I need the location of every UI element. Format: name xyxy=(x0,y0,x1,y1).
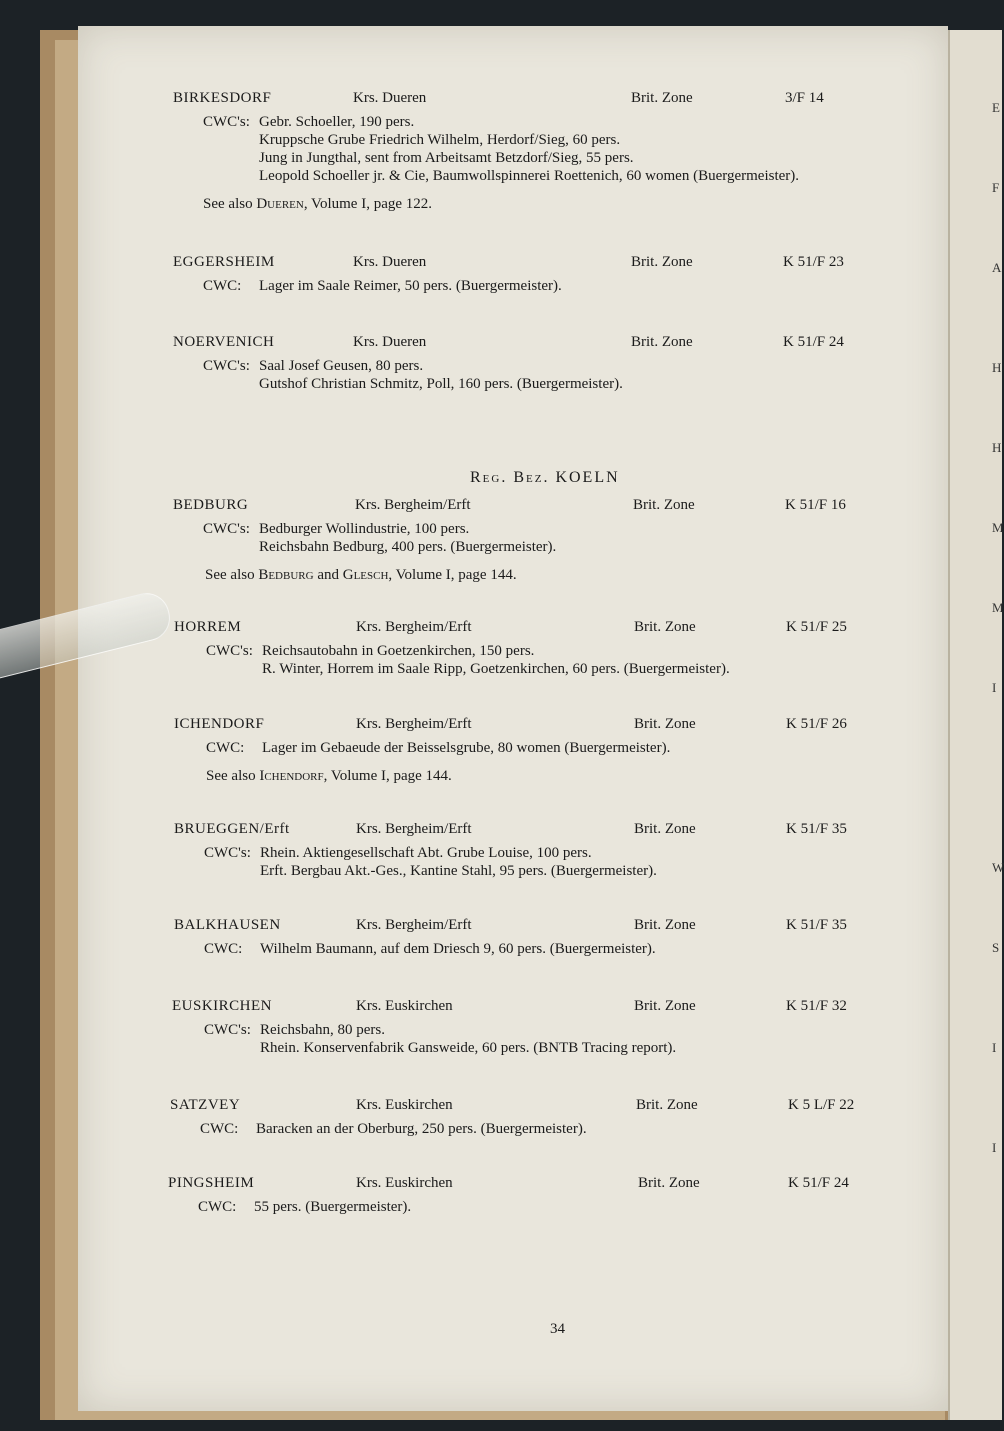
place-name: EGGERSHEIM xyxy=(173,254,275,270)
zone: Brit. Zone xyxy=(633,497,695,513)
facing-page-edge xyxy=(948,30,1002,1420)
district: Krs. Bergheim/Erft xyxy=(356,821,472,837)
page-number: 34 xyxy=(550,1321,565,1337)
reference: K 51/F 35 xyxy=(786,821,847,837)
location-entry xyxy=(172,997,847,1057)
cwc-item: Gutshof Christian Schmitz, Poll, 160 pers. (Buergermeister). xyxy=(259,376,623,392)
zone: Brit. Zone xyxy=(634,619,696,635)
reference: K 51/F 35 xyxy=(786,917,847,933)
location-entry xyxy=(174,820,847,880)
district: Krs. Dueren xyxy=(353,334,427,350)
cwc-label: CWC: xyxy=(204,941,243,957)
reference: K 51/F 24 xyxy=(788,1175,849,1191)
cwc-item: Saal Josef Geusen, 80 pers. xyxy=(259,358,424,374)
cwc-label: CWC's: xyxy=(203,358,250,374)
cwc-item: 55 pers. (Buergermeister). xyxy=(254,1199,412,1215)
document-page xyxy=(78,26,948,1411)
district: Krs. Dueren xyxy=(353,254,427,270)
place-name: BIRKESDORF xyxy=(173,90,272,106)
place-name: BRUEGGEN/Erft xyxy=(174,821,290,837)
reference: K 51/F 26 xyxy=(786,716,847,732)
cwc-label: CWC's: xyxy=(203,114,250,130)
facing-letter: I xyxy=(992,1140,997,1155)
cwc-item: Gebr. Schoeller, 190 pers. xyxy=(259,114,415,130)
place-name: HORREM xyxy=(174,619,242,635)
cwc-label: CWC's: xyxy=(204,845,251,861)
cwc-label: CWC: xyxy=(203,278,242,294)
cwc-label: CWC: xyxy=(206,740,245,756)
facing-letter: I xyxy=(992,680,997,695)
cwc-item: Wilhelm Baumann, auf dem Driesch 9, 60 pers. (Buergermeister). xyxy=(260,941,656,957)
facing-letter: S xyxy=(992,940,1000,955)
cwc-item: Bedburger Wollindustrie, 100 pers. xyxy=(259,521,470,537)
zone: Brit. Zone xyxy=(634,998,696,1014)
district: Krs. Euskirchen xyxy=(356,1097,453,1113)
location-entry xyxy=(170,1096,855,1138)
facing-letter: A xyxy=(992,260,1002,275)
reference: K 51/F 23 xyxy=(783,254,844,270)
location-entry xyxy=(173,253,844,295)
cwc-label: CWC's: xyxy=(206,643,253,659)
place-name: EUSKIRCHEN xyxy=(172,998,273,1014)
zone: Brit. Zone xyxy=(631,254,693,270)
zone: Brit. Zone xyxy=(636,1097,698,1113)
place-name: SATZVEY xyxy=(170,1097,241,1113)
place-name: ICHENDORF xyxy=(174,716,265,732)
see-also: See also Dueren, Volume I, page 122. xyxy=(203,196,433,212)
cwc-label: CWC: xyxy=(198,1199,237,1215)
cwc-label: CWC's: xyxy=(203,521,250,537)
cwc-item: R. Winter, Horrem im Saale Ripp, Goetzenkirchen, 60 pers. (Buergermeister). xyxy=(262,661,730,677)
facing-letter: H xyxy=(992,440,1002,455)
cwc-item: Reichsbahn Bedburg, 400 pers. (Buergermeister). xyxy=(259,539,557,555)
location-entry xyxy=(174,618,847,678)
see-also: See also Bedburg and Glesch, Volume I, page 144. xyxy=(205,567,517,583)
zone: Brit. Zone xyxy=(631,334,693,350)
cwc-item: Rhein. Aktiengesellschaft Abt. Grube Louise, 100 pers. xyxy=(260,845,592,861)
zone: Brit. Zone xyxy=(631,90,693,106)
cwc-label: CWC's: xyxy=(204,1022,251,1038)
facing-letter: M xyxy=(992,520,1004,535)
district: Krs. Bergheim/Erft xyxy=(356,917,472,933)
zone: Brit. Zone xyxy=(634,716,696,732)
location-entry xyxy=(173,89,824,213)
cwc-item: Rhein. Konservenfabrik Gansweide, 60 pers. (BNTB Tracing report). xyxy=(260,1040,677,1056)
region-heading: Reg. Bez. KOELN xyxy=(470,469,620,486)
location-entry xyxy=(173,496,846,584)
cwc-item: Lager im Gebaeude der Beisselsgrube, 80 women (Buergermeister). xyxy=(262,740,671,756)
cwc-item: Erft. Bergbau Akt.-Ges., Kantine Stahl, 95 pers. (Buergermeister). xyxy=(260,863,657,879)
zone: Brit. Zone xyxy=(634,917,696,933)
location-entry xyxy=(174,715,847,785)
facing-letter: H xyxy=(992,360,1002,375)
reference: 3/F 14 xyxy=(785,90,824,106)
district: Krs. Bergheim/Erft xyxy=(356,619,472,635)
cwc-item: Baracken an der Oberburg, 250 pers. (Buergermeister). xyxy=(256,1121,587,1137)
cwc-item: Reichsautobahn in Goetzenkirchen, 150 pers. xyxy=(262,643,535,659)
facing-letter: E xyxy=(992,100,1000,115)
place-name: PINGSHEIM xyxy=(168,1175,255,1191)
see-also: See also Ichendorf, Volume I, page 144. xyxy=(206,768,452,784)
district: Krs. Euskirchen xyxy=(356,998,453,1014)
reference: K 51/F 24 xyxy=(783,334,844,350)
place-name: BALKHAUSEN xyxy=(174,917,281,933)
cwc-label: CWC: xyxy=(200,1121,239,1137)
location-entry xyxy=(174,916,847,958)
district: Krs. Bergheim/Erft xyxy=(356,716,472,732)
zone: Brit. Zone xyxy=(634,821,696,837)
facing-letter: F xyxy=(992,180,1000,195)
cwc-item: Reichsbahn, 80 pers. xyxy=(260,1022,385,1038)
facing-letter: I xyxy=(992,1040,997,1055)
facing-letter: M xyxy=(992,600,1004,615)
cwc-item: Leopold Schoeller jr. & Cie, Baumwollspinnerei Roettenich, 60 women (Buergermeister). xyxy=(259,168,800,184)
reference: K 51/F 16 xyxy=(785,497,846,513)
reference: K 51/F 32 xyxy=(786,998,847,1014)
cwc-item: Kruppsche Grube Friedrich Wilhelm, Herdorf/Sieg, 60 pers. xyxy=(259,132,621,148)
reference: K 5 L/F 22 xyxy=(788,1097,855,1113)
district: Krs. Bergheim/Erft xyxy=(355,497,471,513)
cwc-item: Jung in Jungthal, sent from Arbeitsamt Betzdorf/Sieg, 55 pers. xyxy=(259,150,634,166)
place-name: NOERVENICH xyxy=(173,334,275,350)
location-entry xyxy=(168,1174,849,1216)
district: Krs. Euskirchen xyxy=(356,1175,453,1191)
zone: Brit. Zone xyxy=(638,1175,700,1191)
reference: K 51/F 25 xyxy=(786,619,847,635)
location-entry xyxy=(173,333,844,393)
facing-letter: W xyxy=(992,860,1004,875)
district: Krs. Dueren xyxy=(353,90,427,106)
place-name: BEDBURG xyxy=(173,497,249,513)
cwc-item: Lager im Saale Reimer, 50 pers. (Buergermeister). xyxy=(259,278,562,294)
